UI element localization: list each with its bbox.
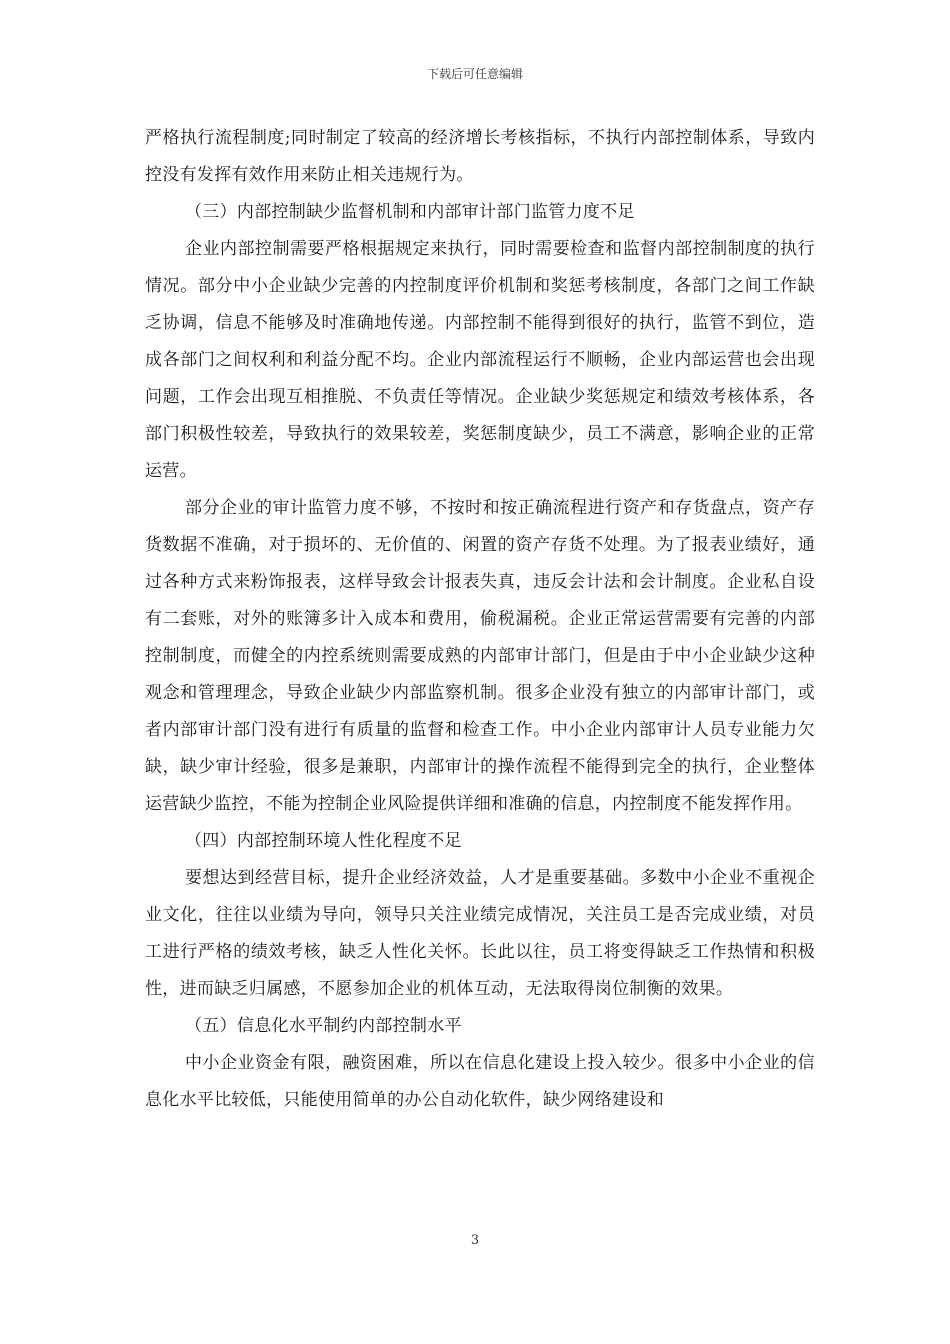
- paragraph: 企业内部控制需要严格根据规定来执行，同时需要检查和监督内部控制制度的执行情况。部分中小企业缺少完善的内控制度评价机制和奖惩考核制度，各部门之间工作缺乏协调，信息不能够及时准确地传递。内部控制不能得到很好的执行，监管不到位，造成各部门之间权利和利益分配不均。企业内部流程运行不顺畅，企业内部运营也会出现问题，工作会出现互相推脱、不负责任等情况。企业缺少奖惩规定和绩效考核体系，各部门积极性较差，导致执行的效果较差，奖惩制度缺少，员工不满意，影响企业的正常运营。: [145, 239, 815, 481]
- paragraph: 中小企业资金有限，融资困难，所以在信息化建设上投入较少。很多中小企业的信息化水平比较低，只能使用简单的办公自动化软件，缺少网络建设和: [145, 1053, 815, 1110]
- paragraph-continuation: 严格执行流程制度;同时制定了较高的经济增长考核指标，不执行内部控制体系，导致内控没有发挥有效作用来防止相关违规行为。: [145, 128, 815, 185]
- section-heading-5: （五）信息化水平制约内部控制水平: [185, 1016, 462, 1036]
- page-header: 下载后可任意编辑: [426, 67, 523, 81]
- paragraph: 部分企业的审计监管力度不够，不按时和按正确流程进行资产和存货盘点，资产存货数据不准确，对于损坏的、无价值的、闲置的资产存货不处理。为了报表业绩好，通过各种方式来粉饰报表，这样导致会计报表失真，违反会计法和会计制度。企业私自设有二套账，对外的账簿多计入成本和费用，偷税漏税。企业正常运营需要有完善的内部控制制度，而健全的内控系统则需要成熟的内部审计部门，但是由于中小企业缺少这种观念和管理理念，导致企业缺少内部监察机制。很多企业没有独立的内部审计部门，或者内部审计部门没有进行有质量的监督和检查工作。中小企业内部审计人员专业能力欠缺，缺少审计经验，很多是兼职，内部审计的操作流程不能得到完全的执行，企业整体运营缺少监控，不能为控制企业风险提供详细和准确的信息，内控制度不能发挥作用。: [145, 498, 815, 814]
- paragraph: 要想达到经营目标，提升企业经济效益，人才是重要基础。多数中小企业不重视企业文化，往往以业绩为导向，领导只关注业绩完成情况，关注员工是否完成业绩，对员工进行严格的绩效考核，缺乏人性化关怀。长此以往，员工将变得缺乏工作热情和积极性，进而缺乏归属感，不愿参加企业的机体互动，无法取得岗位制衡的效果。: [145, 868, 815, 999]
- section-heading-3: （三）内部控制缺少监督机制和内部审计部门监管力度不足: [185, 202, 635, 222]
- document-body: [145, 120, 815, 1119]
- section-heading-4: （四）内部控制环境人性化程度不足: [185, 831, 462, 851]
- page-number: 3: [470, 1233, 480, 1248]
